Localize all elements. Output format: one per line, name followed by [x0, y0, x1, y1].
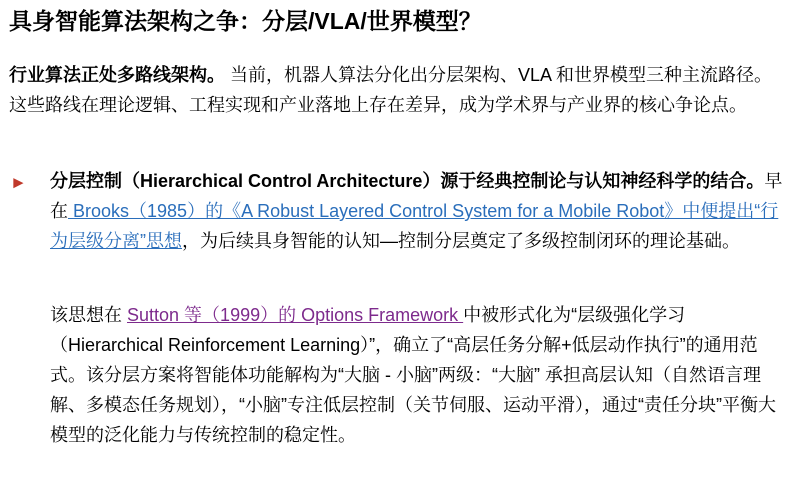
brooks-1985-link[interactable]: Brooks（1985）的《A Robust Layered Control System for a Mobile Robot》中便提出“行为层级分离”思想 [50, 201, 779, 251]
intro-lead: 行业算法正处多路线架构。 [9, 65, 225, 85]
intro-paragraph [9, 60, 785, 120]
intro-body: 当前，机器人算法分化出分层架构、VLA 和世界模型三种主流路径。这些路线在理论逻辑、工程实现和产业落地上存在差异，成为学术界与产业界的核心争论点。 [9, 65, 773, 115]
options-framework-paragraph [50, 300, 786, 450]
page-title: 具身智能算法架构之争：分层/VLA/世界模型？ [9, 8, 482, 34]
bullet-lead: 分层控制（Hierarchical Control Architecture）源于经典控制论与认知神经科学的结合。 [50, 171, 765, 191]
para2-post-link: 中被形式化为“层级强化学习（Hierarchical Reinforcement Learning）”，确立了“高层任务分解+低层动作执行”的通用范式。该分层方案将智能体功能解构为“大脑 - 小脑”两级：“大脑” 承担高层认知（自然语言理解、多模态任务规划），“小脑”专注低层控制（关节伺服、运动平滑），通过“责任分块”平衡大模型的泛化能力与传统控制的稳定性。 [50, 305, 776, 445]
bullet-post-link: ，为后续具身智能的认知—控制分层奠定了多级控制闭环的理论基础。 [182, 231, 740, 251]
bullet-item-hierarchical-control [50, 166, 786, 256]
para2-pre-link: 该思想在 [50, 305, 128, 325]
bullet-pre-link: 早在 [50, 171, 783, 221]
sutton-1999-link[interactable]: Sutton 等（1999）的 Options Framework [127, 305, 464, 325]
bullet-arrow-icon: ► [10, 173, 27, 192]
